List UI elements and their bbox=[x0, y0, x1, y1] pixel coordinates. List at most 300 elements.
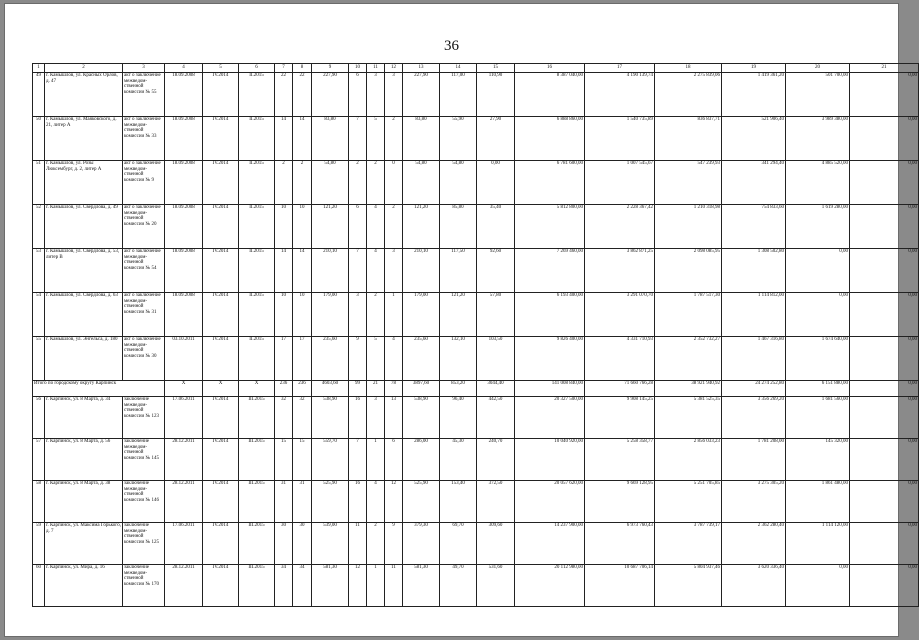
table-cell: 2 856 033,23 bbox=[655, 439, 722, 481]
table-cell: IV.2014 bbox=[203, 523, 239, 565]
table-cell: 379,30 bbox=[403, 523, 440, 565]
table-cell: 1 419 361,20 bbox=[722, 73, 786, 117]
table-cell: 7 bbox=[349, 439, 367, 481]
table-cell: 1 619 280,00 bbox=[786, 205, 850, 249]
total-cell: Х bbox=[203, 381, 239, 397]
table-cell: 538,90 bbox=[312, 397, 349, 439]
table-row bbox=[33, 337, 919, 381]
total-cell: 78 bbox=[385, 381, 403, 397]
table-cell: 6 bbox=[349, 73, 367, 117]
table-cell: 28.12.2011 bbox=[165, 565, 203, 607]
column-number-cell: 20 bbox=[786, 64, 850, 73]
column-number-cell: 3 bbox=[123, 64, 165, 73]
table-cell: 54,80 bbox=[312, 161, 349, 205]
table-cell: 754 833,60 bbox=[722, 205, 786, 249]
table-row bbox=[33, 523, 919, 565]
table-cell: 1 114 812,00 bbox=[722, 293, 786, 337]
document-page bbox=[4, 3, 917, 637]
column-number-cell: 13 bbox=[403, 64, 440, 73]
total-cell: 141 008 840,00 bbox=[515, 381, 585, 397]
total-cell: 0,00 bbox=[850, 381, 919, 397]
table-cell: 0,00 bbox=[850, 205, 919, 249]
table-row bbox=[33, 293, 919, 337]
table-cell: 0,00 bbox=[850, 249, 919, 293]
table-cell: 9 669 128,95 bbox=[585, 481, 655, 523]
table-cell: 10 bbox=[275, 205, 293, 249]
table-cell: г. Камышлов, ул. Свердлова, д. 63 bbox=[45, 293, 123, 337]
table-cell: 2 bbox=[349, 161, 367, 205]
table-cell: 3 bbox=[385, 73, 403, 117]
table-cell: 0,00 bbox=[786, 565, 850, 607]
table-cell: 531,60 bbox=[477, 565, 515, 607]
table-cell: заключение межведом-ственной комиссии № 170 bbox=[123, 565, 165, 607]
table-cell: IV.2014 bbox=[203, 161, 239, 205]
table-cell: 5 258 358,77 bbox=[585, 439, 655, 481]
table-cell: 4 bbox=[367, 249, 385, 293]
table-cell: 30 bbox=[293, 523, 312, 565]
table-cell: акт о заключение межведом-ственной комиссии № 55 bbox=[123, 73, 165, 117]
table-cell: 13 bbox=[385, 397, 403, 439]
table-cell: 1 787 517,30 bbox=[655, 293, 722, 337]
table-cell: 132,10 bbox=[440, 337, 477, 381]
total-cell: 3044,40 bbox=[477, 381, 515, 397]
table-cell: заключение межведом-ственной комиссии № 123 bbox=[123, 397, 165, 439]
table-cell: 309,60 bbox=[477, 523, 515, 565]
column-number-cell: 15 bbox=[477, 64, 515, 73]
table-cell: 227,90 bbox=[403, 73, 440, 117]
table-cell: 17 bbox=[275, 337, 293, 381]
table-cell: 83,80 bbox=[312, 117, 349, 161]
table-cell: 5 bbox=[367, 337, 385, 381]
table-cell: 32 bbox=[275, 397, 293, 439]
table-cell: 836 837,71 bbox=[655, 117, 722, 161]
table-cell: 54 bbox=[33, 293, 45, 337]
table-cell: 5 251 705,85 bbox=[655, 481, 722, 523]
table-cell: 3 620 336,40 bbox=[722, 565, 786, 607]
table-cell: 6 973 760,43 bbox=[585, 523, 655, 565]
table-cell: 14 bbox=[293, 249, 312, 293]
table-cell: 2 bbox=[385, 117, 403, 161]
table-cell: 525,90 bbox=[403, 481, 440, 523]
table-cell: г. Камышлов, ул. Розы Люксембург, д. 2, литер А bbox=[45, 161, 123, 205]
table-cell: 9 826 400,00 bbox=[515, 337, 585, 381]
total-row bbox=[33, 381, 919, 397]
table-cell: 50 bbox=[33, 117, 45, 161]
table-cell: 121,20 bbox=[403, 205, 440, 249]
table-cell: 6 bbox=[385, 439, 403, 481]
table-cell: 0,00 bbox=[850, 161, 919, 205]
table-cell: 10 687 706,14 bbox=[585, 565, 655, 607]
table-cell: акт о заключение межведом-ственной комиссии № 33 bbox=[123, 117, 165, 161]
table-cell: IV.2014 bbox=[203, 481, 239, 523]
total-cell: 853,20 bbox=[440, 381, 477, 397]
table-cell: 0,00 bbox=[786, 249, 850, 293]
table-cell: IV.2014 bbox=[203, 73, 239, 117]
table-cell: 85,80 bbox=[440, 205, 477, 249]
table-cell: 3 275 305,20 bbox=[722, 481, 786, 523]
table-cell: 8 387 040,00 bbox=[515, 73, 585, 117]
total-cell: 236 bbox=[275, 381, 293, 397]
table-cell: 10 040 920,00 bbox=[515, 439, 585, 481]
table-cell: 2 bbox=[367, 293, 385, 337]
table-cell: 11 bbox=[349, 523, 367, 565]
table-cell: 22 bbox=[293, 73, 312, 117]
table-cell: 58 bbox=[33, 481, 45, 523]
table-cell: 4 190 139,74 bbox=[585, 73, 655, 117]
total-cell: Х bbox=[165, 381, 203, 397]
table-cell: 2 362 280,40 bbox=[722, 523, 786, 565]
table-cell: 30 bbox=[275, 523, 293, 565]
table-cell: IV.2014 bbox=[203, 293, 239, 337]
column-number-cell: 14 bbox=[440, 64, 477, 73]
table-cell: III.2015 bbox=[239, 565, 275, 607]
table-cell: 581,30 bbox=[312, 565, 349, 607]
table-cell: IV.2014 bbox=[203, 439, 239, 481]
table-cell: 145 320,00 bbox=[786, 439, 850, 481]
table-row bbox=[33, 439, 919, 481]
table-cell: 55 bbox=[33, 337, 45, 381]
table-cell: 0,00 bbox=[850, 397, 919, 439]
table-cell: 2 352 732,27 bbox=[655, 337, 722, 381]
table-cell: акт о заключение межведом-ственной комиссии № 9 bbox=[123, 161, 165, 205]
table-cell: III.2015 bbox=[239, 523, 275, 565]
table-cell: IV.2014 bbox=[203, 337, 239, 381]
table-cell: 9 908 145,25 bbox=[585, 397, 655, 439]
table-cell: 57 bbox=[33, 439, 45, 481]
table-cell: 96,40 bbox=[440, 397, 477, 439]
table-cell: 0,00 bbox=[850, 337, 919, 381]
table-cell: 56 bbox=[33, 397, 45, 439]
table-cell: г. Камышлов, ул. Свердлова, д. 49 bbox=[45, 205, 123, 249]
table-cell: 1 bbox=[385, 293, 403, 337]
table-cell: IV.2014 bbox=[203, 565, 239, 607]
table-cell: 3 bbox=[367, 73, 385, 117]
table-cell: 581,30 bbox=[403, 565, 440, 607]
table-cell: 20 327 500,00 bbox=[515, 397, 585, 439]
table-cell: 103,50 bbox=[477, 337, 515, 381]
total-cell: 6 151 880,00 bbox=[786, 381, 850, 397]
column-number-cell: 12 bbox=[385, 64, 403, 73]
table-cell: 0,00 bbox=[850, 481, 919, 523]
table-cell: г. Камышлов, ул. Красных Орлов, д. 47 bbox=[45, 73, 123, 117]
table-cell: 10 bbox=[275, 293, 293, 337]
table-cell: 18.09.2008 bbox=[165, 73, 203, 117]
table-cell: 1 674 640,00 bbox=[786, 337, 850, 381]
table-row bbox=[33, 161, 919, 205]
table-cell: 17 bbox=[293, 337, 312, 381]
table-cell: 1 114 120,00 bbox=[786, 523, 850, 565]
table-cell: 49 bbox=[33, 73, 45, 117]
table-cell: 28.12.2011 bbox=[165, 439, 203, 481]
table-cell: 31 bbox=[293, 481, 312, 523]
table-cell: 49,70 bbox=[440, 565, 477, 607]
table-cell: 14 bbox=[275, 117, 293, 161]
total-label: Итого по городскому округу Карпинск bbox=[33, 381, 165, 397]
table-cell: 52 bbox=[33, 205, 45, 249]
table-cell: II.2015 bbox=[239, 249, 275, 293]
table-cell: 240,70 bbox=[477, 439, 515, 481]
table-cell: 0,00 bbox=[850, 117, 919, 161]
table-cell: 539,00 bbox=[312, 523, 349, 565]
table-cell: II.2015 bbox=[239, 117, 275, 161]
table-cell: 1 007 545,67 bbox=[585, 161, 655, 205]
table-cell: 179,00 bbox=[403, 293, 440, 337]
table-cell: 9 bbox=[385, 523, 403, 565]
table-cell: 55,90 bbox=[440, 117, 477, 161]
table-cell: 3 356 269,20 bbox=[722, 397, 786, 439]
table-cell: 34 bbox=[293, 565, 312, 607]
table-cell: 3 989 380,00 bbox=[786, 117, 850, 161]
table-cell: 235,60 bbox=[312, 337, 349, 381]
table-cell: 521 906,40 bbox=[722, 117, 786, 161]
table-cell: 538,90 bbox=[403, 397, 440, 439]
table-cell: 9 bbox=[349, 337, 367, 381]
column-number-cell: 1 bbox=[33, 64, 45, 73]
table-cell: 4 331 710,93 bbox=[585, 337, 655, 381]
table-cell: 6 888 860,00 bbox=[515, 117, 585, 161]
table-cell: 121,20 bbox=[312, 205, 349, 249]
table-cell: г. Камышлов, ул. Маяковского, д. 21, литер А bbox=[45, 117, 123, 161]
table-cell: III.2015 bbox=[239, 397, 275, 439]
table-cell: 1 467 316,80 bbox=[722, 337, 786, 381]
table-cell: 0,00 bbox=[850, 565, 919, 607]
table-cell: 18.09.2008 bbox=[165, 161, 203, 205]
table-cell: 559,70 bbox=[312, 439, 349, 481]
table-cell: 17.06.2011 bbox=[165, 397, 203, 439]
column-number-cell: 10 bbox=[349, 64, 367, 73]
table-cell: 15 bbox=[293, 439, 312, 481]
table-cell: 2 098 085,95 bbox=[655, 249, 722, 293]
total-cell: 21 bbox=[367, 381, 385, 397]
column-number-cell: 2 bbox=[45, 64, 123, 73]
column-number-cell: 21 bbox=[850, 64, 919, 73]
table-cell: 35,40 bbox=[477, 205, 515, 249]
table-cell: акт о заключение межведом-ственной комиссии № 54 bbox=[123, 249, 165, 293]
column-number-cell: 9 bbox=[312, 64, 349, 73]
table-cell: 121,20 bbox=[440, 293, 477, 337]
table-cell: 28.12.2011 bbox=[165, 481, 203, 523]
table-cell: 18.09.2008 bbox=[165, 117, 203, 161]
total-cell: Х bbox=[239, 381, 275, 397]
table-cell: 1 210 318,98 bbox=[655, 205, 722, 249]
table-cell: акт о заключение межведом-ственной комиссии № 20 bbox=[123, 205, 165, 249]
page-number: 36 bbox=[444, 38, 459, 54]
table-cell: 3 bbox=[385, 249, 403, 293]
table-row bbox=[33, 249, 919, 293]
column-number-cell: 18 bbox=[655, 64, 722, 73]
table-cell: 11 bbox=[385, 565, 403, 607]
table-cell: 1 540 735,89 bbox=[585, 117, 655, 161]
table-cell: 6 193 400,00 bbox=[515, 293, 585, 337]
table-cell: II.2015 bbox=[239, 161, 275, 205]
table-cell: 2 bbox=[275, 161, 293, 205]
table-cell: 235,60 bbox=[403, 337, 440, 381]
table-cell: 547 239,93 bbox=[655, 161, 722, 205]
table-cell: 3 291 070,70 bbox=[585, 293, 655, 337]
total-cell: 236 bbox=[293, 381, 312, 397]
column-number-cell: 11 bbox=[367, 64, 385, 73]
table-cell: 5 812 800,00 bbox=[515, 205, 585, 249]
table-cell: III.2015 bbox=[239, 439, 275, 481]
table-cell: 0,00 bbox=[850, 293, 919, 337]
table-cell: 22 bbox=[275, 73, 293, 117]
table-cell: 2 bbox=[385, 205, 403, 249]
table-cell: 117,00 bbox=[440, 73, 477, 117]
table-cell: 3 bbox=[349, 293, 367, 337]
table-cell: 2 bbox=[367, 161, 385, 205]
table-cell: 12 bbox=[349, 565, 367, 607]
table-cell: 27,90 bbox=[477, 117, 515, 161]
table-cell: 45,30 bbox=[440, 439, 477, 481]
table-cell: 1 681 560,00 bbox=[786, 397, 850, 439]
table-cell: 4 885 520,00 bbox=[786, 161, 850, 205]
table-cell: 18.09.2008 bbox=[165, 205, 203, 249]
table-cell: г. Камышлов, ул. Свердлова, д. 53, литер В bbox=[45, 249, 123, 293]
table-cell: 3 862 871,25 bbox=[585, 249, 655, 293]
table-cell: 14 bbox=[275, 249, 293, 293]
total-cell: 71 660 766,28 bbox=[585, 381, 655, 397]
table-cell: 69,70 bbox=[440, 523, 477, 565]
table-row bbox=[33, 481, 919, 523]
column-number-cell: 17 bbox=[585, 64, 655, 73]
table-cell: 5 bbox=[367, 117, 385, 161]
table-cell: 18.09.2008 bbox=[165, 293, 203, 337]
table-cell: г. Камышлов, ул. Энгельса, д. 180 bbox=[45, 337, 123, 381]
table-cell: заключение межведом-ственной комиссии № 145 bbox=[123, 439, 165, 481]
table-row bbox=[33, 397, 919, 439]
table-cell: 10 bbox=[293, 293, 312, 337]
table-cell: 32 bbox=[293, 397, 312, 439]
table-cell: 34 bbox=[275, 565, 293, 607]
table-cell: 179,00 bbox=[312, 293, 349, 337]
table-cell: 1 bbox=[367, 439, 385, 481]
table-cell: 6 781 600,00 bbox=[515, 161, 585, 205]
table-cell: 4 bbox=[367, 481, 385, 523]
table-row bbox=[33, 205, 919, 249]
total-cell: 99 bbox=[349, 381, 367, 397]
table-cell: 0,00 bbox=[477, 161, 515, 205]
total-cell: 24 274 252,80 bbox=[722, 381, 786, 397]
table-cell: 0,00 bbox=[850, 73, 919, 117]
table-cell: акт о заключение межведом-ственной комиссии № 31 bbox=[123, 293, 165, 337]
column-number-cell: 5 bbox=[203, 64, 239, 73]
table-cell: IV.2014 bbox=[203, 117, 239, 161]
table-cell: 60 bbox=[33, 565, 45, 607]
table-cell: II.2015 bbox=[239, 205, 275, 249]
table-cell: 12 bbox=[385, 481, 403, 523]
table-cell: 3 787 739,17 bbox=[655, 523, 722, 565]
table-cell: 53 bbox=[33, 249, 45, 293]
column-number-cell: 19 bbox=[722, 64, 786, 73]
table-cell: 18.09.2008 bbox=[165, 249, 203, 293]
table-cell: 442,50 bbox=[477, 397, 515, 439]
table-cell: 15 bbox=[275, 439, 293, 481]
table-row bbox=[33, 117, 919, 161]
table-cell: 210,10 bbox=[403, 249, 440, 293]
column-number-cell: 4 bbox=[165, 64, 203, 73]
table-cell: 20 057 620,00 bbox=[515, 481, 585, 523]
table-cell: 2 275 839,06 bbox=[655, 73, 722, 117]
total-cell: 3897,60 bbox=[403, 381, 440, 397]
table-cell: заключение межведом-ственной комиссии № 125 bbox=[123, 523, 165, 565]
table-cell: 6 bbox=[349, 205, 367, 249]
table-cell: II.2015 bbox=[239, 293, 275, 337]
table-cell: 2 bbox=[367, 523, 385, 565]
column-number-cell: 16 bbox=[515, 64, 585, 73]
table-cell: г. Карпинск, ул. 8 Марта, д. 34 bbox=[45, 397, 123, 439]
table-cell: 92,60 bbox=[477, 249, 515, 293]
table-cell: 2 bbox=[293, 161, 312, 205]
table-cell: II.2015 bbox=[239, 73, 275, 117]
table-cell: 4 bbox=[367, 205, 385, 249]
column-number-cell: 8 bbox=[293, 64, 312, 73]
table-cell: 20 112 980,00 bbox=[515, 565, 585, 607]
table-cell: 0,00 bbox=[850, 439, 919, 481]
total-cell: 4603,60 bbox=[312, 381, 349, 397]
table-cell: 7 269 460,00 bbox=[515, 249, 585, 293]
table-cell: 16 bbox=[349, 481, 367, 523]
table-row bbox=[33, 73, 919, 117]
table-cell: г. Карпинск, ул. 8 Марта, д. 38 bbox=[45, 481, 123, 523]
table-cell: 341 294,40 bbox=[722, 161, 786, 205]
total-cell: 38 921 940,92 bbox=[655, 381, 722, 397]
table-cell: 4 bbox=[385, 337, 403, 381]
table-cell: 1 781 208,00 bbox=[722, 439, 786, 481]
column-number-row bbox=[33, 64, 919, 73]
column-number-cell: 7 bbox=[275, 64, 293, 73]
table-cell: 10 bbox=[293, 205, 312, 249]
table-cell: 7 bbox=[349, 117, 367, 161]
table-cell: 5 381 525,35 bbox=[655, 397, 722, 439]
table-cell: 59 bbox=[33, 523, 45, 565]
table-cell: IV.2014 bbox=[203, 249, 239, 293]
table-cell: 501 700,00 bbox=[786, 73, 850, 117]
table-cell: 5 804 937,46 bbox=[655, 565, 722, 607]
table-cell: 7 bbox=[349, 249, 367, 293]
table-cell: 0,00 bbox=[850, 523, 919, 565]
table-cell: 1 308 502,80 bbox=[722, 249, 786, 293]
table-cell: 1 861 480,00 bbox=[786, 481, 850, 523]
table-cell: 54,80 bbox=[403, 161, 440, 205]
table-cell: 286,00 bbox=[403, 439, 440, 481]
table-cell: г. Карпинск, ул. 8 Марта, д. 56 bbox=[45, 439, 123, 481]
table-cell: 525,90 bbox=[312, 481, 349, 523]
table-cell: 03.10.2011 bbox=[165, 337, 203, 381]
table-cell: 83,80 bbox=[403, 117, 440, 161]
table-cell: 0,00 bbox=[786, 293, 850, 337]
table-cell: 372,50 bbox=[477, 481, 515, 523]
table-cell: 17.06.2011 bbox=[165, 523, 203, 565]
table-cell: заключение межведом-ственной комиссии № 146 bbox=[123, 481, 165, 523]
table-cell: г. Карпинск, ул. Максима Горького, д. 7 bbox=[45, 523, 123, 565]
table-cell: III.2015 bbox=[239, 481, 275, 523]
table-cell: г. Карпинск, ул. Мира, д. 16 bbox=[45, 565, 123, 607]
table-row bbox=[33, 565, 919, 607]
column-number-cell: 6 bbox=[239, 64, 275, 73]
table-cell: 0 bbox=[385, 161, 403, 205]
table-cell: 110,90 bbox=[477, 73, 515, 117]
table-cell: II.2015 bbox=[239, 337, 275, 381]
table-cell: 16 bbox=[349, 397, 367, 439]
table-cell: 210,10 bbox=[312, 249, 349, 293]
table-cell: IV.2014 bbox=[203, 397, 239, 439]
table-cell: 153,40 bbox=[440, 481, 477, 523]
table-cell: 3 bbox=[367, 397, 385, 439]
table-cell: 117,50 bbox=[440, 249, 477, 293]
table-cell: 31 bbox=[275, 481, 293, 523]
table-cell: акт о заключение межведом-ственной комиссии № 30 bbox=[123, 337, 165, 381]
table-cell: 57,80 bbox=[477, 293, 515, 337]
